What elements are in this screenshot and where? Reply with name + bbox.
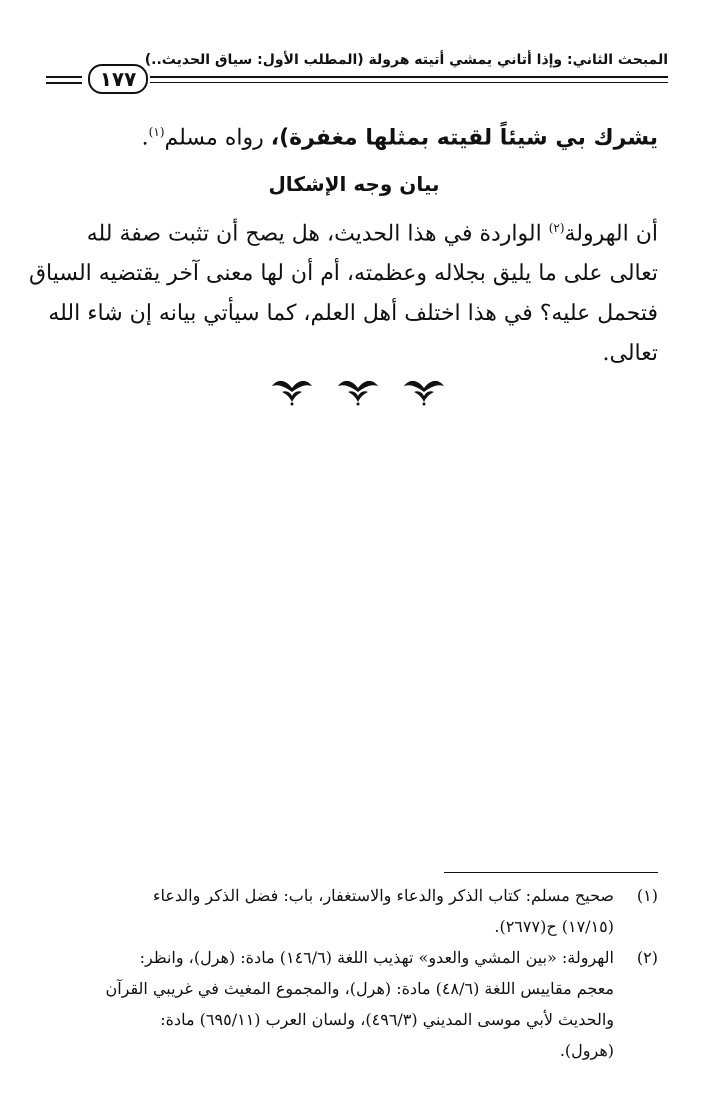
footnote-line: الهرولة: «بين المشي والعدو» تهذيب اللغة (١٤٦/٦) مادة: (هرل)، وانظر: (139, 948, 614, 967)
ornament-icon (268, 376, 316, 406)
running-header-title: المبحث الثاني: وإذا أتاني يمشي أتيته هرولة (المطلب الأول: سياق الحديث..) (144, 52, 668, 68)
main-paragraph (28, 208, 658, 374)
section-heading: بيان وجه الإشكال (268, 172, 440, 196)
footnote-ref-1[interactable]: (١) (148, 125, 165, 139)
section-divider-ornaments (268, 376, 448, 416)
footnote-2 (40, 942, 658, 1066)
header-left-mark-top (46, 76, 82, 78)
footnote-1 (40, 880, 658, 942)
footnote-line: (هرول). (559, 1041, 614, 1060)
footnote-line: معجم مقاييس اللغة (٤٨/٦) مادة: (هرل)، والمجموع المغيث في غريبي القرآن (105, 979, 614, 998)
page-number: ١٧٧ (88, 64, 148, 94)
header-left-mark-bottom (46, 82, 82, 84)
paragraph-line-1: أن الهرولة$^{(٢)}$ الواردة في هذا الحديث، هل يصح أن تثبت صفة لله (86, 221, 658, 247)
ornament-icon (334, 376, 382, 406)
footnote-line: (١٧/١٥) ح(٢٦٧٧). (494, 917, 614, 936)
continuation-line (48, 112, 658, 158)
paragraph-line-4: تعالى. (602, 341, 658, 367)
footnote-number: (١) (636, 886, 658, 905)
header-rule-bottom (150, 82, 668, 83)
footnote-ref-2[interactable]: (٢) (548, 221, 565, 235)
sentence-end: . (141, 125, 149, 151)
ornament-icon (400, 376, 448, 406)
hadith-end-text: يشرك بي شيئاً لقيته بمثلها مغفرة)، (270, 125, 658, 151)
narration-source: رواه مسلم (164, 125, 271, 151)
paragraph-line-3: فتحمل عليه؟ في هذا اختلف أهل العلم، كما سيأتي بيانه إن شاء الله (48, 301, 658, 327)
footnote-line: صحيح مسلم: كتاب الذكر والدعاء والاستغفار، باب: فضل الذكر والدعاء (152, 886, 614, 905)
footnote-number: (٢) (636, 948, 658, 967)
footnote-line: والحديث لأبي موسى المديني (٤٩٦/٣)، ولسان العرب (٦٩٥/١١) مادة: (160, 1010, 614, 1029)
header-rule-top (150, 76, 668, 78)
paragraph-line-2: تعالى على ما يليق بجلاله وعظمته، أم أن لها معنى آخر يقتضيه السياق (28, 261, 658, 287)
footnote-separator (444, 872, 658, 873)
footnotes (40, 880, 658, 1066)
